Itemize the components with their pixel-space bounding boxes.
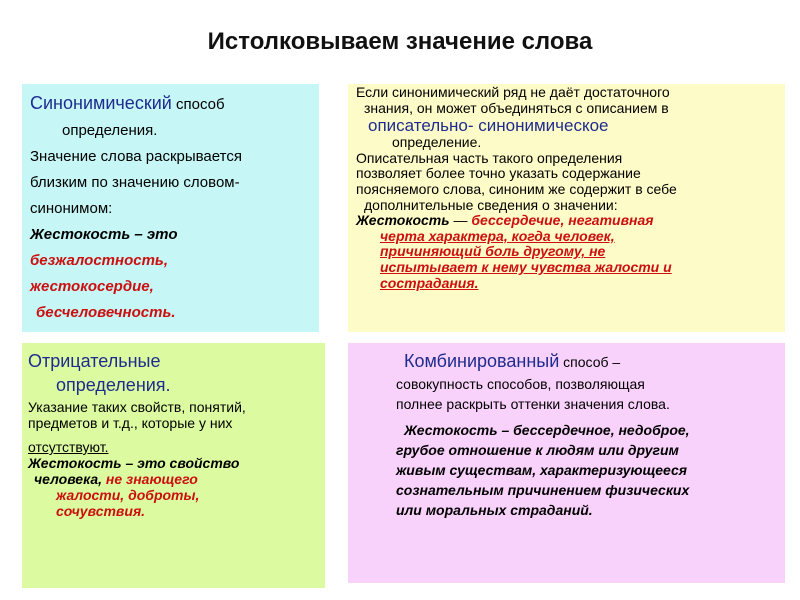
panel3-line4: предметов и т.д., которые у них bbox=[28, 415, 233, 431]
panel1-line5: синонимом: bbox=[30, 200, 113, 217]
panel4-heading: Комбинированный bbox=[404, 351, 560, 371]
panel1-synonym-2: жестокосердие, bbox=[30, 278, 154, 295]
panel2-example-1: бессердечие, негативная bbox=[471, 212, 654, 229]
panel1-line3: Значение слова раскрывается bbox=[30, 148, 242, 165]
panel1-synonym-1: безжалостность, bbox=[30, 252, 168, 269]
combined-method-panel bbox=[348, 343, 785, 583]
panel2-example-line bbox=[356, 213, 781, 229]
panel1-heading-rest: способ bbox=[171, 96, 225, 113]
panel3-example-2-line bbox=[28, 471, 319, 487]
panel4-heading-rest: способ – bbox=[559, 354, 621, 370]
panel4-example-5: или моральных страданий. bbox=[396, 502, 593, 518]
panel2-example-dash: — bbox=[449, 212, 472, 229]
page-title: Истолковываем значение слова bbox=[207, 28, 593, 55]
panel4-example-4: сознательным причинением физических bbox=[396, 482, 690, 498]
panel3-example-2-red: не знающего bbox=[105, 471, 198, 487]
panel1-synonym-3: бесчеловечность. bbox=[36, 304, 176, 321]
panel3-heading-2: определения. bbox=[56, 375, 171, 395]
panel4-example-2: грубое отношение к людям или другим bbox=[396, 442, 679, 458]
panel1-line4: близким по значению словом- bbox=[30, 174, 240, 191]
panel1-heading: Синонимический bbox=[30, 93, 172, 113]
panel2-line8: дополнительные сведения о значении: bbox=[364, 196, 618, 213]
panel3-heading-1: Отрицательные bbox=[28, 351, 161, 371]
panel3-line5: отсутствуют. bbox=[28, 439, 109, 455]
panel1-example-word: Жестокость – это bbox=[30, 226, 178, 243]
synonymic-method-panel bbox=[22, 84, 319, 332]
panel2-line6: позволяет более точно указать содержание bbox=[356, 165, 641, 182]
panel2-example-word: Жестокость bbox=[356, 212, 450, 229]
panel2-line5: Описательная часть такого определения bbox=[356, 149, 623, 166]
panel4-example-3: живым существам, характеризующееся bbox=[396, 462, 688, 478]
panel2-line7: поясняемого слова, синоним же содержит в себе bbox=[356, 180, 677, 197]
descriptive-synonymic-panel bbox=[348, 84, 785, 332]
panel2-example-4: испытывает к нему чувства жалости и bbox=[380, 258, 672, 275]
panel4-line2: совокупность способов, позволяющая bbox=[396, 376, 645, 392]
panel2-line4: определение. bbox=[392, 134, 482, 151]
panel1-heading-line bbox=[30, 90, 313, 118]
panel1-line2: определения. bbox=[62, 122, 158, 139]
panel4-line3: полнее раскрыть оттенки значения слова. bbox=[396, 396, 670, 412]
panel4-heading-line bbox=[356, 349, 779, 374]
panel3-example-1: Жестокость – это свойство bbox=[28, 455, 240, 471]
panel4-example-1: Жестокость – бессердечное, недоброе, bbox=[404, 422, 690, 438]
panel3-example-2-black: человека, bbox=[34, 471, 106, 487]
panel3-line3: Указание таких свойств, понятий, bbox=[28, 399, 246, 415]
panel2-example-2: черта характера, когда человек, bbox=[380, 227, 615, 244]
panel2-line1: Если синонимический ряд не даёт достаточного bbox=[356, 84, 670, 100]
panel2-line2: знания, он может объединяться с описанием в bbox=[364, 99, 669, 116]
panel2-highlight: описательно- синонимическое bbox=[368, 116, 609, 136]
negative-definitions-panel bbox=[22, 343, 325, 588]
panel3-example-4: сочувствия. bbox=[56, 503, 146, 519]
panel2-example-5: сострадания. bbox=[380, 274, 479, 291]
panel2-example-3: причиняющий боль другому, не bbox=[380, 243, 606, 260]
panel3-example-3: жалости, доброты, bbox=[56, 487, 200, 503]
